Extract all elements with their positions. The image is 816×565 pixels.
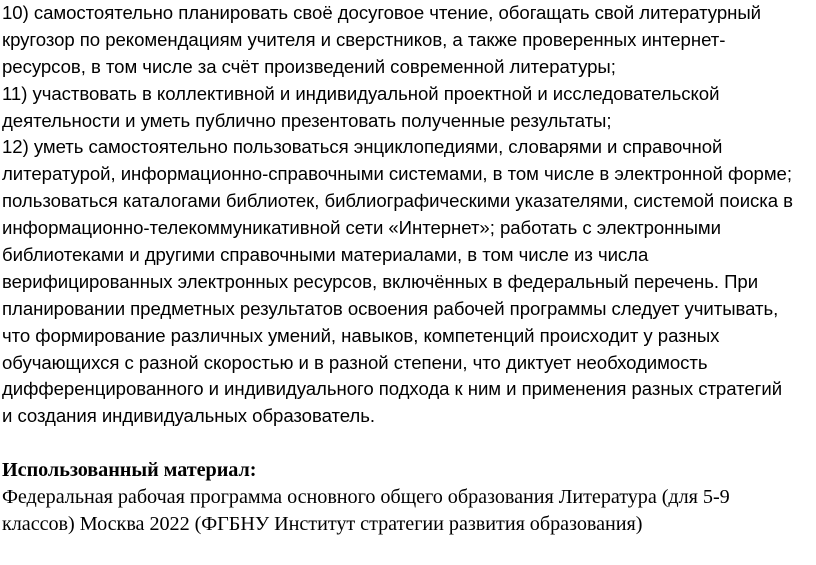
paragraph-spacer [2,430,814,457]
body-line-12: планировании предметных результатов освоения рабочей программы следует учитывать, [2,297,779,319]
source-line-1: Федеральная рабочая программа основного общего образования Литература (для 5-9 [2,486,730,509]
body-line-13: что формирование различных умений, навыков, компетенций происходит у разных [2,324,720,346]
source-line-2: классов) Москва 2022 (ФГБНУ Институт стратегии развития образования) [2,512,643,535]
body-line-2: кругозор по рекомендациям учителя и сверстников, а также проверенных интернет- [2,28,726,50]
body-line-7: литературой, информационно-справочными системами, в том числе в электронной форме; [2,163,792,185]
body-line-3: ресурсов, в том числе за счёт произведений современной литературы; [2,55,616,77]
body-line-6: 12) уметь самостоятельно пользоваться энциклопедиями, словарями и справочной [2,136,723,158]
body-line-9: информационно-телекоммуникативной сети «Интернет»; работать с электронными [2,217,722,239]
body-line-14: обучающихся с разной скоростью и в разной степени, что диктует необходимость [2,351,708,373]
body-line-5: деятельности и уметь публично презентовать полученные результаты; [2,109,612,131]
source-heading: Использованный материал: [2,459,257,482]
body-line-11: верифицированных электронных ресурсов, включённых в федеральный перечень. При [2,270,759,292]
body-line-8: пользоваться каталогами библиотек, библиографическими указателями, системой поиска в [2,190,793,212]
body-line-15: дифференцированного и индивидуального подхода к ним и применения разных стратегий [2,378,783,400]
body-line-1: 10) самостоятельно планировать своё досуговое чтение, обогащать свой литературный [2,2,762,23]
document-page [2,0,814,538]
body-line-16: и создания индивидуальных образователь. [2,405,375,427]
body-line-10: библиотеками и другими справочными материалами, в том числе из числа [2,244,649,266]
body-line-4: 11) участвовать в коллективной и индивидуальной проектной и исследовательской [2,82,720,104]
